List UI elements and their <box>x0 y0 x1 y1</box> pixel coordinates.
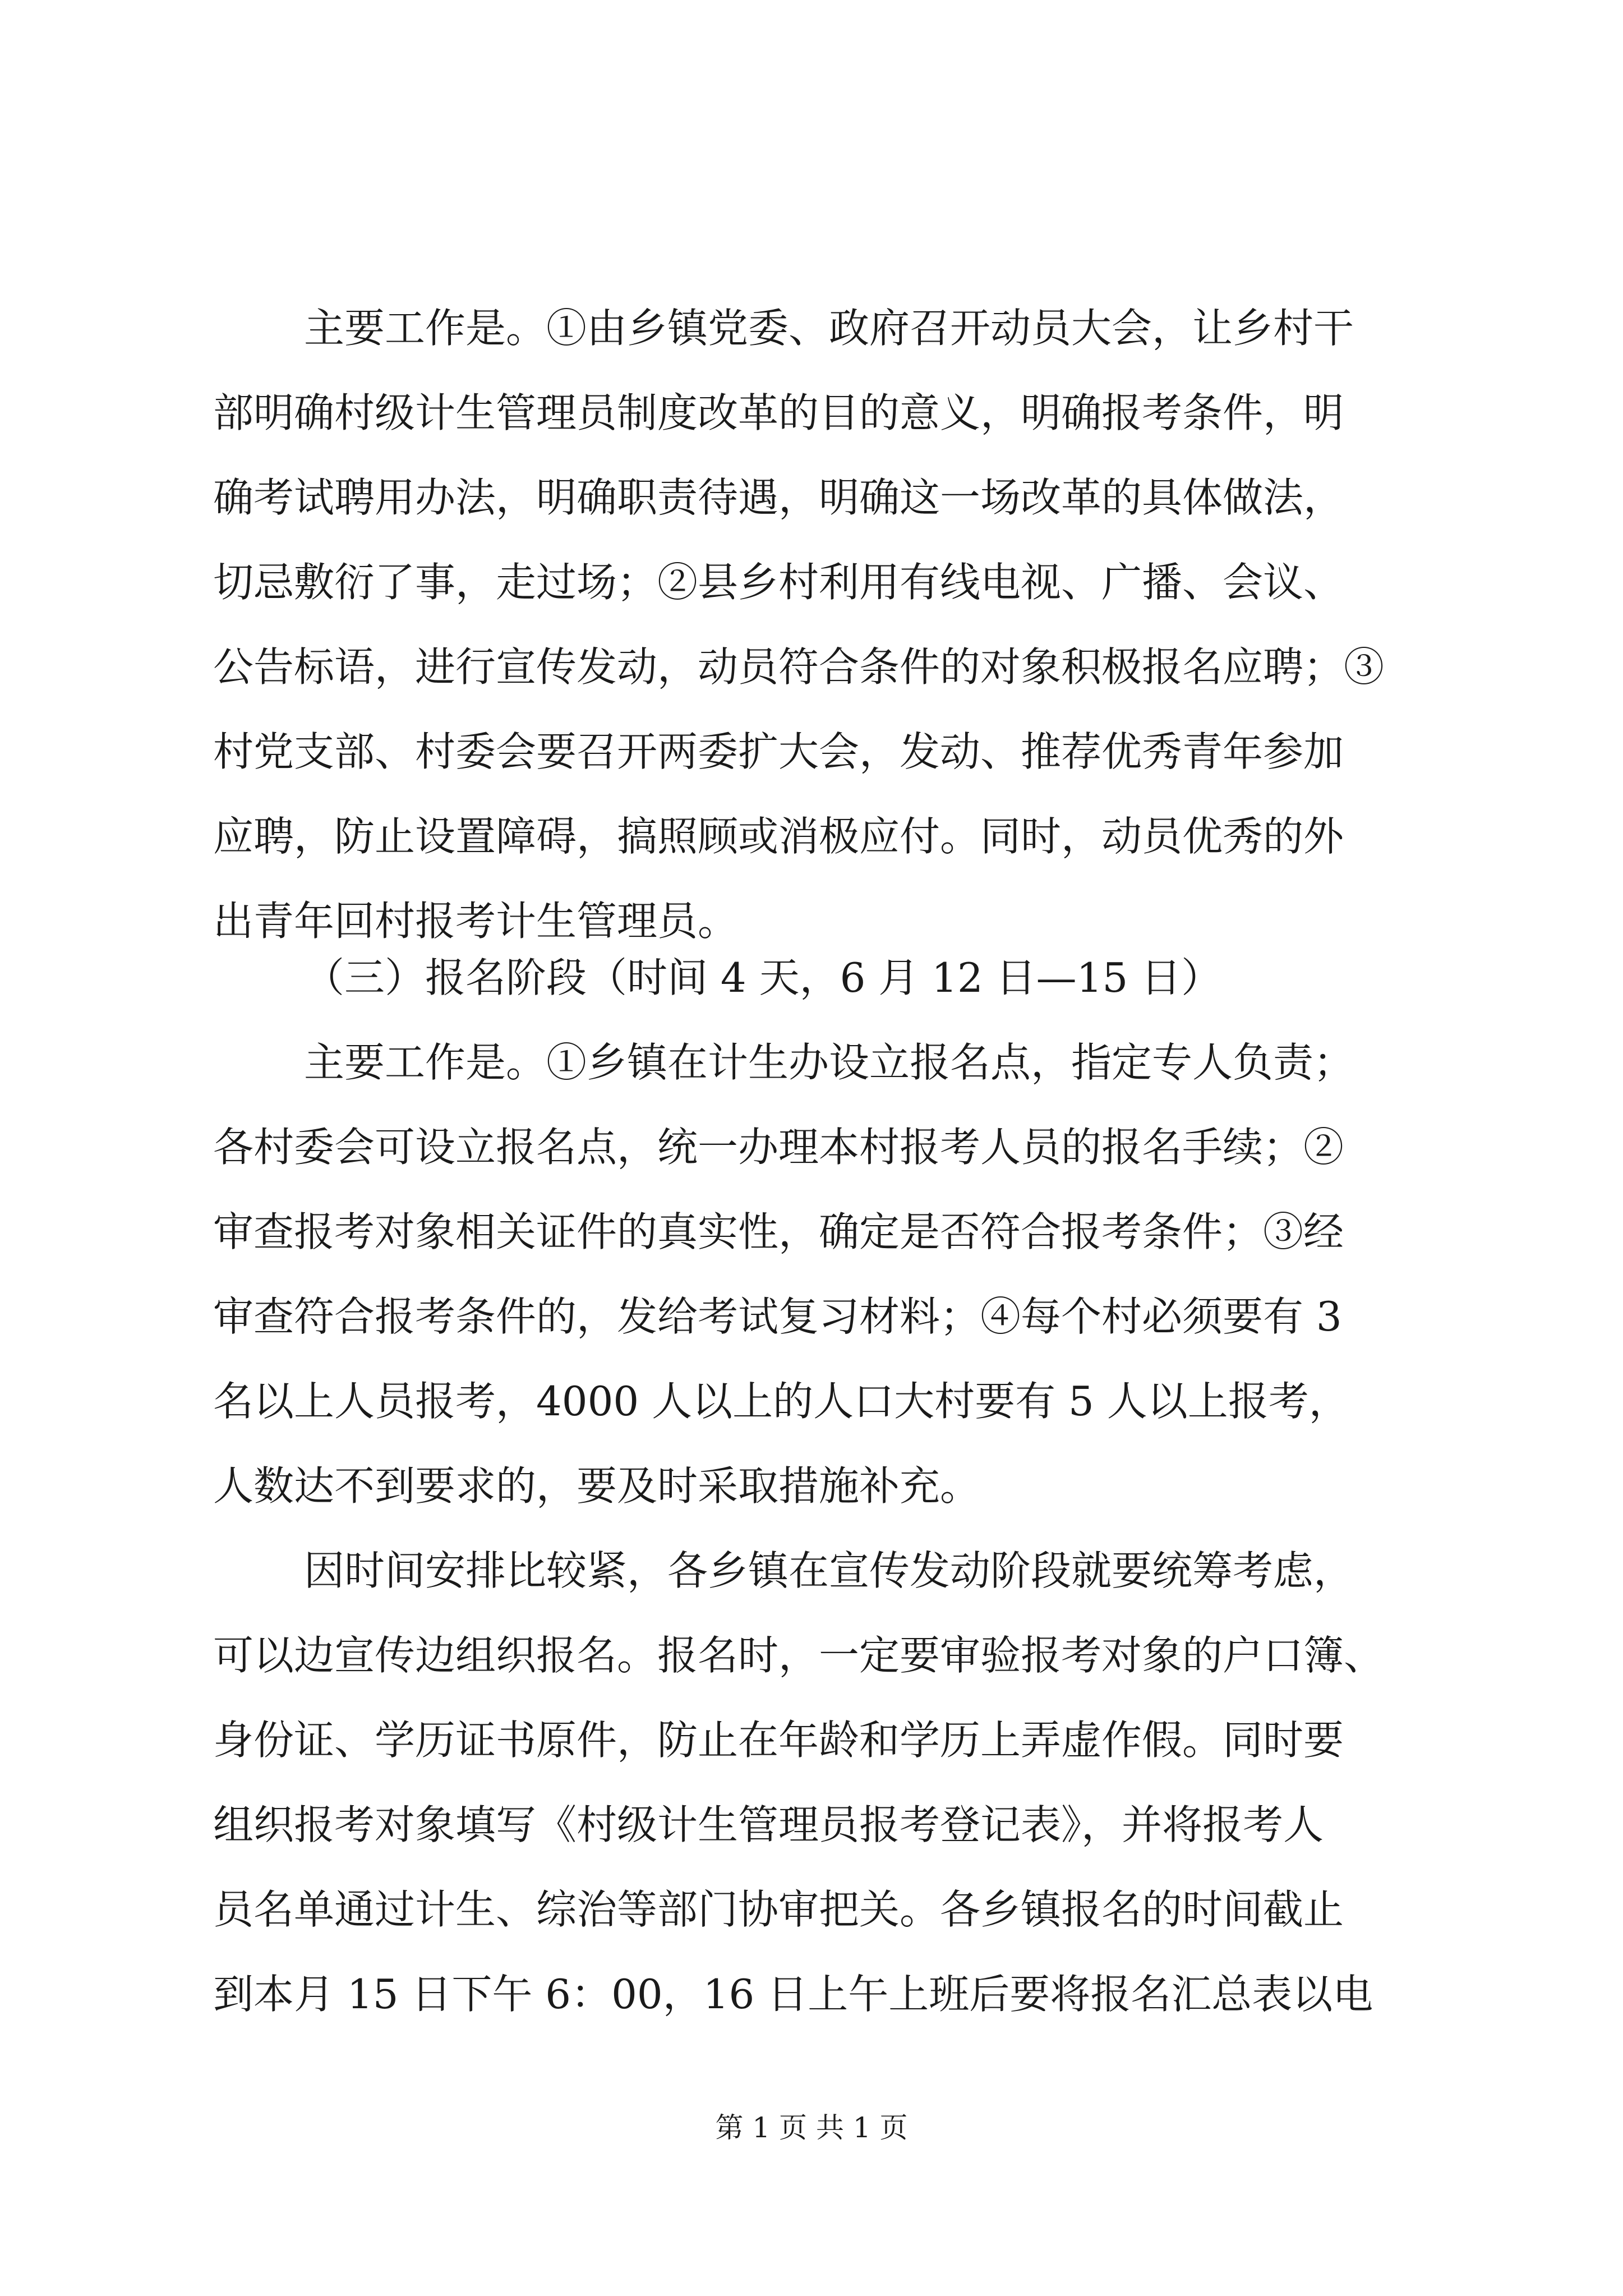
text-line: 主要工作是。①乡镇在计生办设立报名点，指定专人负责； <box>304 1039 1354 1086</box>
page-number-footer: 第 1 页 共 1 页 <box>715 2111 908 2144</box>
text-line: 确考试聘用办法，明确职责待遇，明确这一场改革的具体做法， <box>213 474 1344 521</box>
text-line: 出青年回村报考计生管理员。 <box>213 898 739 945</box>
text-line: 可以边宣传边组织报名。报名时，一定要审验报考对象的户口簿、 <box>213 1632 1385 1679</box>
text-line: 切忌敷衍了事，走过场；②县乡村利用有线电视、广播、会议、 <box>213 559 1344 606</box>
section-heading: （三）报名阶段（时间 4 天，6 月 12 日—15 日） <box>304 954 1222 1001</box>
text-line: 到本月 15 日下午 6：00，16 日上午上班后要将报名汇总表以电 <box>213 1971 1373 2018</box>
text-line: 身份证、学历证书原件，防止在年龄和学历上弄虚作假。同时要 <box>213 1717 1344 1764</box>
text-line: 各村委会可设立报名点，统一办理本村报考人员的报名手续；② <box>213 1124 1344 1171</box>
text-line: 主要工作是。①由乡镇党委、政府召开动员大会，让乡村干 <box>304 305 1354 352</box>
text-line: 名以上人员报考，4000 人以上的人口大村要有 5 人以上报考， <box>213 1378 1349 1425</box>
text-line: 因时间安排比较紧，各乡镇在宣传发动阶段就要统筹考虑， <box>304 1547 1354 1594</box>
text-line: 审查报考对象相关证件的真实性，确定是否符合报考条件；③经 <box>213 1208 1344 1255</box>
text-line: 应聘，防止设置障碍，搞照顾或消极应付。同时，动员优秀的外 <box>213 813 1344 860</box>
text-line: 组织报考对象填写《村级计生管理员报考登记表》，并将报考人 <box>213 1801 1324 1848</box>
text-line: 人数达不到要求的，要及时采取措施补充。 <box>213 1462 981 1510</box>
text-line: 审查符合报考条件的，发给考试复习材料；④每个村必须要有 3 <box>213 1293 1342 1340</box>
text-line: 部明确村级计生管理员制度改革的目的意义，明确报考条件，明 <box>213 389 1344 436</box>
text-line: 村党支部、村委会要召开两委扩大会，发动、推荐优秀青年参加 <box>213 728 1344 775</box>
text-line: 公告标语，进行宣传发动，动员符合条件的对象积极报名应聘；③ <box>213 643 1385 691</box>
text-line: 员名单通过计生、综治等部门协审把关。各乡镇报名的时间截止 <box>213 1886 1344 1933</box>
